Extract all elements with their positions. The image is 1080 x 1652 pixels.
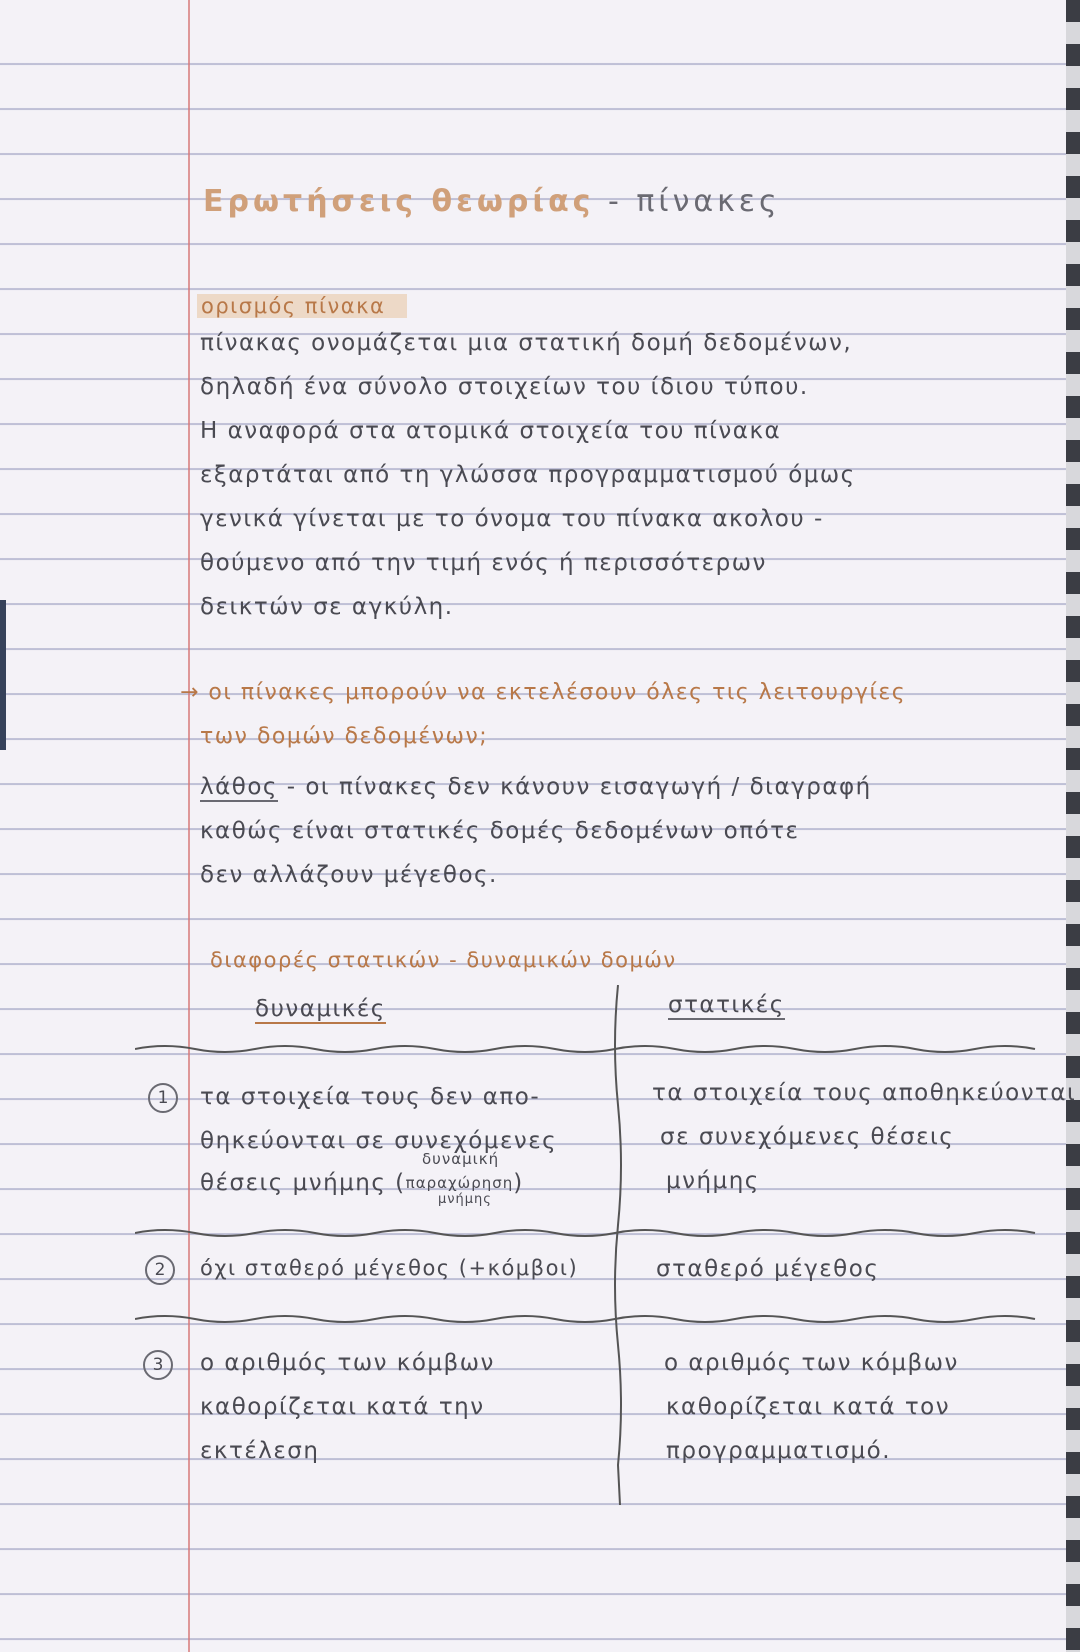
title-highlight: Ερωτήσεις θεωρίας bbox=[203, 184, 595, 219]
note-bottom: μνήμης bbox=[438, 1192, 492, 1207]
definition-line: πίνακας ονομάζεται μια στατική δομή δεδομένων, bbox=[200, 330, 853, 356]
answer-line: δεν αλλάζουν μέγεθος. bbox=[200, 862, 498, 888]
page-edge bbox=[0, 600, 6, 750]
static-cell-line: προγραμματισμό. bbox=[666, 1438, 892, 1464]
page-title bbox=[203, 184, 781, 219]
dynamic-cell-line: τα στοιχεία τους δεν απο- bbox=[200, 1084, 541, 1110]
note-top: δυναμική bbox=[422, 1150, 500, 1168]
static-cell-line: τα στοιχεία τους αποθηκεύονται bbox=[652, 1080, 1077, 1106]
row-separator bbox=[135, 1226, 1050, 1240]
definition-heading: ορισμός πίνακα bbox=[197, 294, 407, 318]
dynamic-cell-line: καθορίζεται κατά την bbox=[200, 1394, 485, 1420]
definition-line: δηλαδή ένα σύνολο στοιχείων του ίδιου τύπου. bbox=[200, 374, 809, 400]
definition-line: δεικτών σε αγκύλη. bbox=[200, 594, 454, 620]
margin-line bbox=[188, 0, 190, 1652]
row-number: 3 bbox=[143, 1350, 173, 1380]
answer-line: καθώς είναι στατικές δομές δεδομένων οπότε bbox=[200, 818, 800, 844]
question-line: → οι πίνακες μπορούν να εκτελέσουν όλες τις λειτουργίες bbox=[180, 680, 907, 705]
row-number: 1 bbox=[148, 1083, 178, 1113]
dynamic-cell-line: θέσεις μνήμης (παραχώρηση) bbox=[200, 1170, 524, 1196]
dynamic-cell-line: ο αριθμός των κόμβων bbox=[200, 1350, 495, 1376]
comparison-heading: διαφορές στατικών - δυναμικών δομών bbox=[210, 948, 677, 972]
answer-label: λάθος bbox=[200, 774, 278, 800]
answer-line bbox=[200, 774, 872, 800]
row-separator bbox=[135, 1312, 1050, 1326]
definition-line: εξαρτάται από τη γλώσσα προγραμματισμού όμως bbox=[200, 462, 856, 488]
static-cell-line: καθορίζεται κατά τον bbox=[666, 1394, 951, 1420]
column-header-static: στατικές bbox=[668, 992, 785, 1018]
definition-line: γενικά γίνεται με το όνομα του πίνακα ακολου - bbox=[200, 506, 824, 532]
notebook-binding bbox=[1066, 0, 1080, 1652]
row-separator bbox=[135, 1042, 1050, 1056]
static-cell-line: σταθερό μέγεθος bbox=[656, 1256, 880, 1282]
static-cell-line: ο αριθμός των κόμβων bbox=[664, 1350, 959, 1376]
definition-line: θούμενο από την τιμή ενός ή περισσότερων bbox=[200, 550, 767, 576]
definition-line: Η αναφορά στα ατομικά στοιχεία του πίνακα bbox=[200, 418, 782, 444]
question-line: των δομών δεδομένων; bbox=[200, 724, 489, 749]
column-divider bbox=[608, 985, 628, 1505]
dynamic-cell-line: θηκεύονται σε συνεχόμενες bbox=[200, 1128, 558, 1154]
answer-text: - οι πίνακες δεν κάνουν εισαγωγή / διαγραφή bbox=[277, 774, 872, 800]
row-number: 2 bbox=[145, 1255, 175, 1285]
static-cell-line: μνήμης bbox=[666, 1168, 760, 1194]
dynamic-cell-line: όχι σταθερό μέγεθος (+κόμβοι) bbox=[200, 1256, 579, 1280]
title-rest: - πίνακες bbox=[594, 184, 781, 219]
static-cell-line: σε συνεχόμενες θέσεις bbox=[660, 1124, 955, 1150]
dynamic-cell-line: εκτέλεση bbox=[200, 1438, 320, 1464]
column-header-dynamic: δυναμικές bbox=[255, 996, 386, 1022]
note-mid: παραχώρηση bbox=[405, 1174, 514, 1192]
